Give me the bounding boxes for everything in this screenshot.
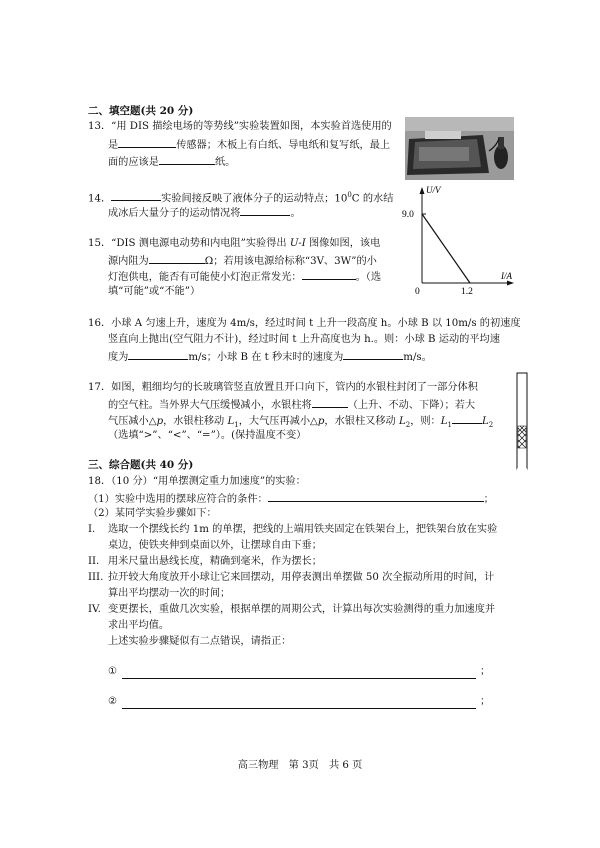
q17-line3: 气压减小△p，水银柱移动 $L_1$，大气压再减小△p，水银柱又移动 $L_2$，则：$L_1$ $L_2$ bbox=[108, 412, 493, 433]
q13-blank2[interactable] bbox=[159, 153, 215, 165]
x-value: 1.2 bbox=[461, 287, 473, 297]
q17-blank1[interactable] bbox=[312, 396, 348, 408]
q18-answer2-semi: ； bbox=[480, 696, 491, 707]
y-value: 9.0 bbox=[402, 210, 414, 220]
q14-blank2[interactable] bbox=[240, 204, 290, 216]
q14-blank1[interactable] bbox=[111, 189, 161, 201]
q15-line4: 填“可能”或“不能”） bbox=[108, 286, 201, 297]
q18-part2: （2）某同学实验步骤如下： bbox=[88, 508, 217, 519]
q18-step4-a: 变更摆长，重做几次实验，根据单摆的周期公式，计算出每次实验测得的重力加速度并 bbox=[108, 604, 496, 615]
q18-answer1-semi: ； bbox=[480, 666, 491, 677]
q16-blank2[interactable] bbox=[343, 348, 403, 360]
q18-step4-b: 求出平均值。 bbox=[108, 620, 170, 631]
glass-tube bbox=[513, 372, 533, 470]
q18-step3-a: 拉开较大角度放开小球让它来回摆动，用停表测出单摆做 50 次全振动所用的时间，计 bbox=[108, 572, 495, 583]
q18-line1: 18．（10 分）“用单摆测定重力加速度”的实验： bbox=[88, 476, 306, 487]
q16-blank1[interactable] bbox=[128, 348, 188, 360]
page-footer: 高三物理 第 3页 共 6 页 bbox=[237, 760, 363, 771]
q17-line4: （选填“>”、“<”、“=”）。(保持温度不变） bbox=[108, 430, 307, 441]
q15-line2: 源内阻为 Ω；若用该电源给标称“3V、3W”的小 bbox=[108, 252, 377, 269]
q15-blank2[interactable] bbox=[302, 268, 356, 280]
q18-step3-num: III. bbox=[88, 572, 104, 583]
q16-line2: 竖直向上抛出(空气阻力不计)，经过时间 t 上升高度也为 h.。则：小球 B 运动的平均速 bbox=[108, 334, 500, 345]
q18-answer2-marker: ② bbox=[108, 696, 118, 707]
q15-line1: 15．“DIS 测电源电动势和内电阻”实验得出 U-I 图像如图，该电 bbox=[88, 238, 381, 249]
q14-line1: 14． 实验间接反映了液体分子的运动特点；$10^0C$ 的水结 bbox=[88, 191, 394, 205]
q17-line1: 17．如图，粗细均匀的长玻璃管竖直放置且开口向下，管内的水银柱封闭了一部分体积 bbox=[88, 382, 478, 393]
q18-step1-b: 桌边，使铁夹伸到桌面以外，让摆球自由下垂； bbox=[108, 540, 322, 551]
section3-heading: 三、综合题(共 40 分) bbox=[88, 459, 194, 471]
q18-answer1-line[interactable] bbox=[122, 677, 476, 679]
experiment-photo bbox=[405, 117, 514, 180]
origin-label: 0 bbox=[415, 287, 420, 297]
q18-step2-num: II. bbox=[88, 556, 100, 567]
q13-blank1[interactable] bbox=[118, 136, 176, 148]
y-axis-label: U/V bbox=[426, 185, 441, 195]
q18-blank1[interactable] bbox=[268, 490, 484, 502]
q15-blank1[interactable] bbox=[149, 252, 205, 264]
q15-line3: 灯泡供电，能否有可能使小灯泡正常发光： 。（选 bbox=[108, 268, 381, 285]
q17-line2: 的空气柱。当外界大气压缓慢减小，水银柱将 （上升、不动、下降）；若大 bbox=[108, 396, 475, 413]
q18-part1: （1）实验中选用的摆球应符合的条件： ； bbox=[88, 490, 494, 507]
q18-answer2-line[interactable] bbox=[122, 707, 476, 709]
section2-heading: 二、填空题(共 20 分) bbox=[88, 105, 194, 117]
x-axis-label: I/A bbox=[501, 271, 512, 281]
q18-step1-a: 选取一个摆线长约 1m 的单摆，把线的上端用铁夹固定在铁架台上，把铁架台放在实验 bbox=[108, 524, 498, 535]
ui-graph bbox=[400, 183, 518, 301]
q16-line3: 度为 m/s；小球 B 在 t 秒末时的速度为 m/s。 bbox=[108, 348, 432, 365]
q13-line1: 13．“用 DIS 描绘电场的等势线”实验装置如图，本实验首选使用的 bbox=[88, 121, 392, 132]
q16-line1: 16．小球 A 匀速上升，速度为 4m/s，经过时间 t 上升一段高度 h。小球 B 以 10m/s 的初速度 bbox=[88, 318, 521, 329]
q18-step3-b: 算出平均摆动一次的时间； bbox=[108, 588, 231, 599]
q18-step2: 用米尺量出悬线长度，精确到毫米，作为摆长； bbox=[108, 556, 322, 567]
q18-answer1-marker: ① bbox=[108, 666, 118, 677]
q18-step4-num: IV. bbox=[88, 604, 101, 615]
q14-line2: 成冰后大量分子的运动情况将 。 bbox=[108, 204, 301, 221]
q18-instruction: 上述实验步骤疑似有二点错误，请指正： bbox=[108, 636, 292, 647]
q13-line3: 面的应该是 纸。 bbox=[108, 153, 235, 170]
q17-blank2[interactable] bbox=[452, 412, 482, 424]
q18-step1-num: I. bbox=[88, 524, 96, 535]
ui-line bbox=[422, 214, 470, 283]
q13-line2: 是 传感器；木板上有白纸、导电纸和复写纸，最上 bbox=[108, 136, 390, 153]
